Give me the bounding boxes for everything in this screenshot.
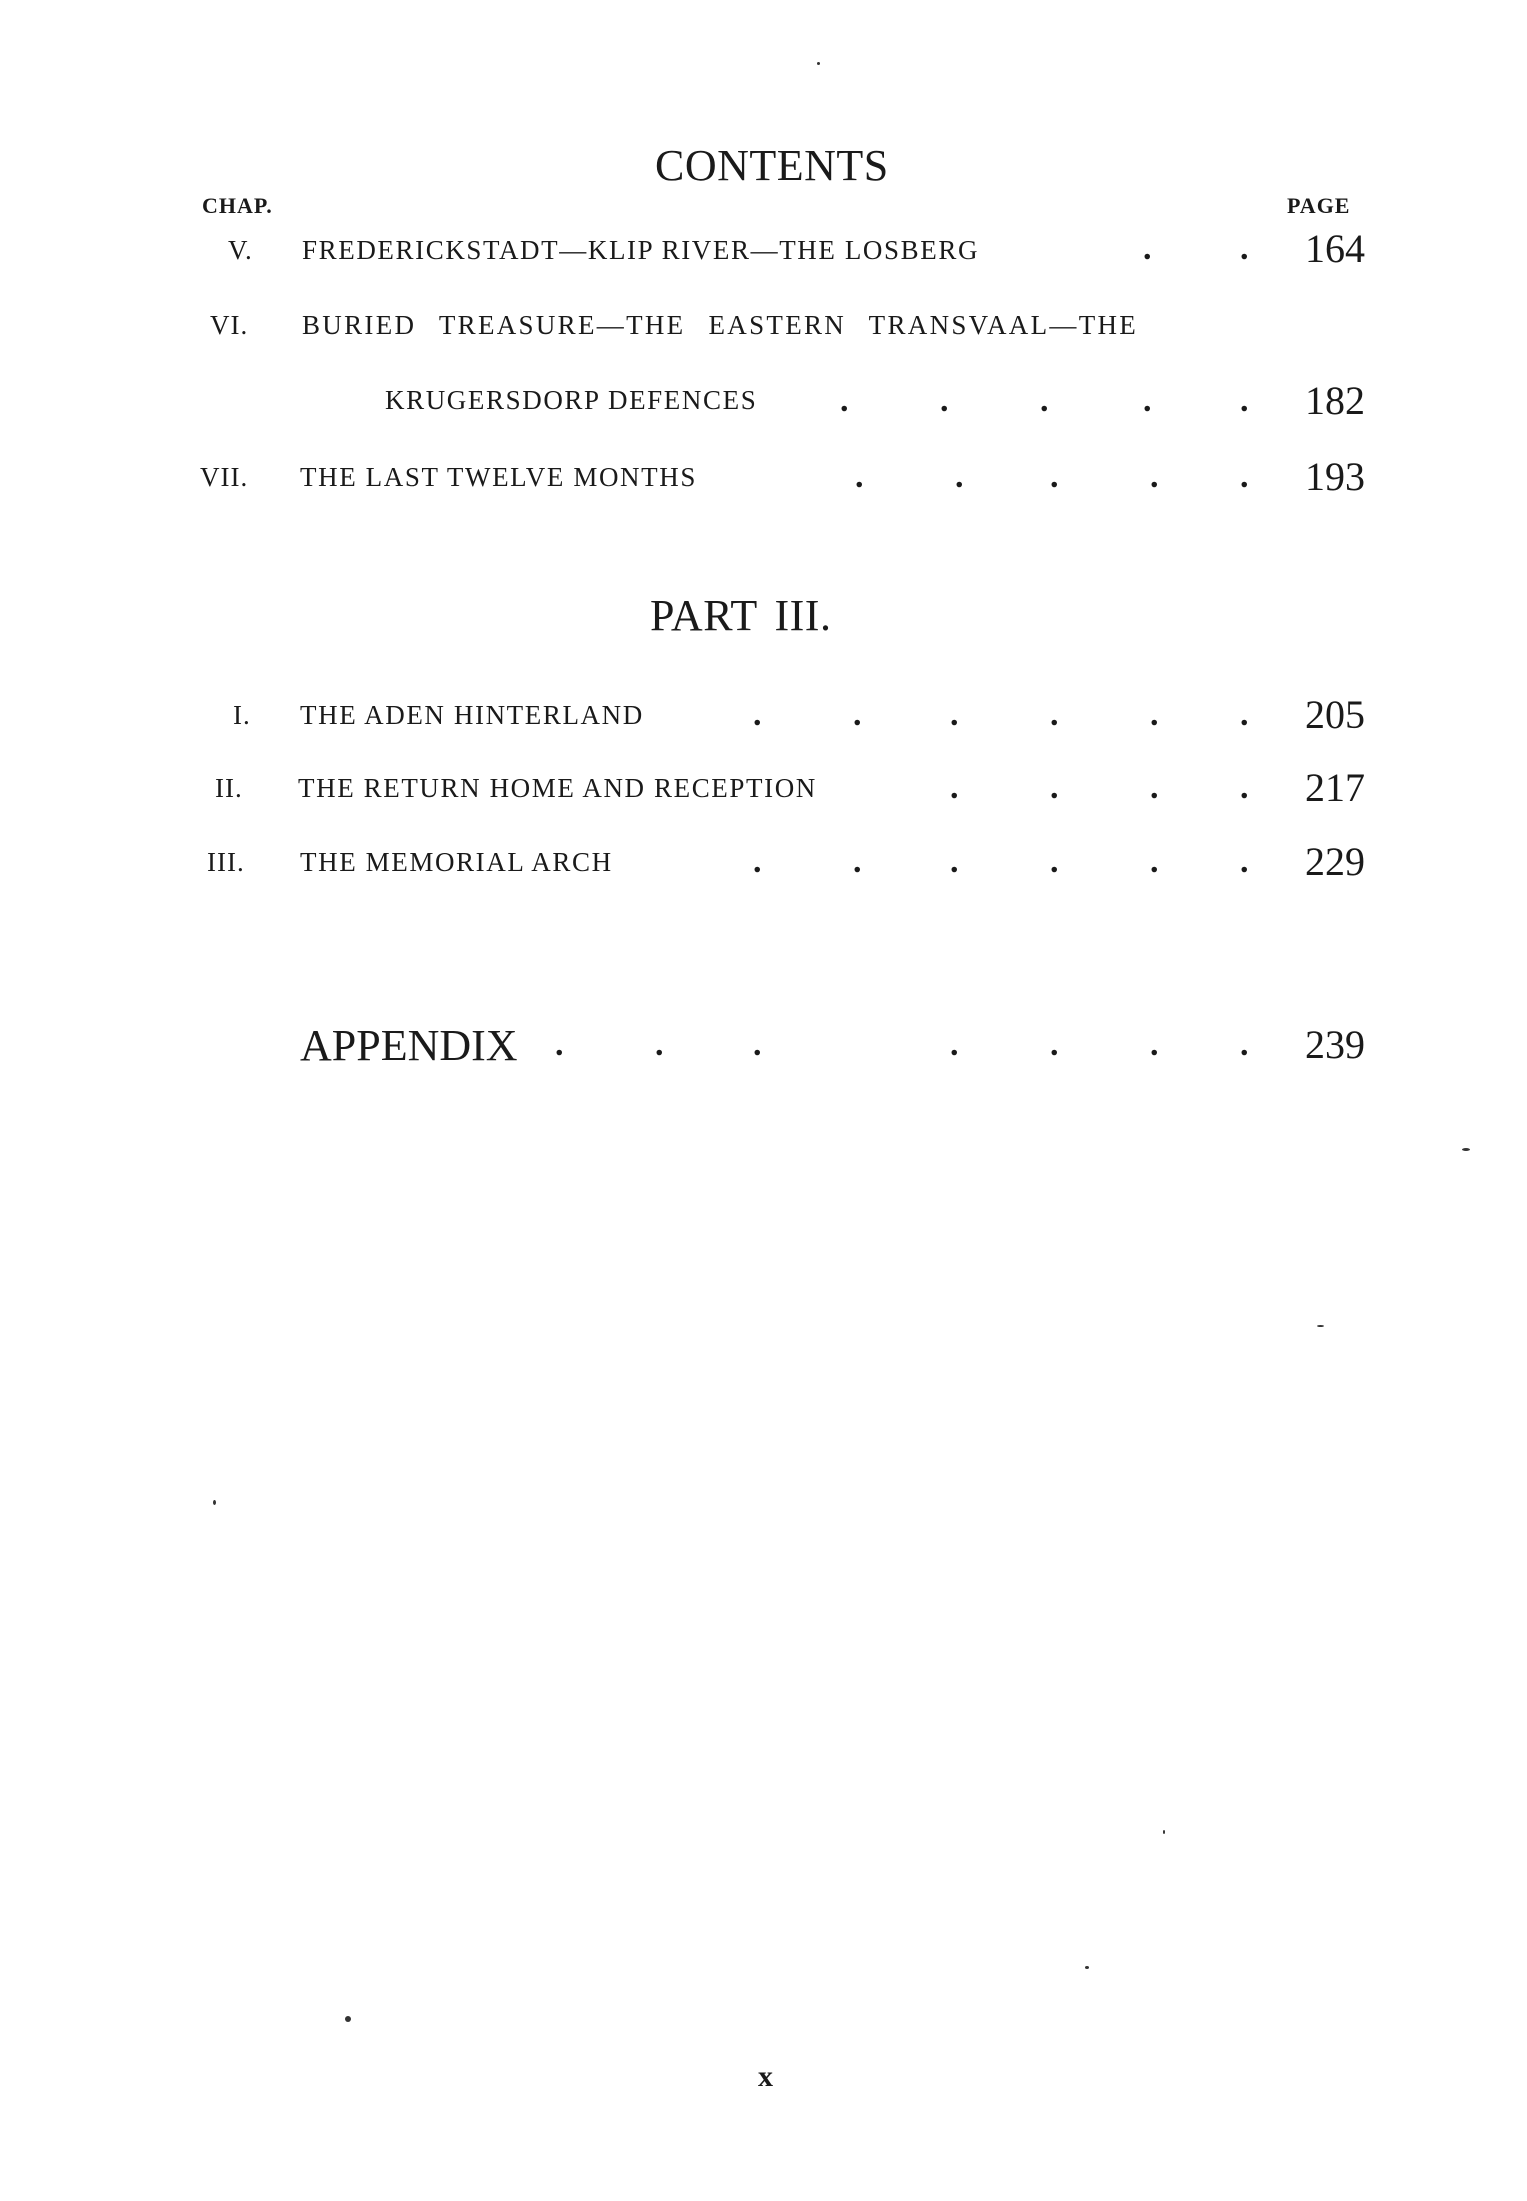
leader-dot: . <box>1150 1026 1159 1063</box>
leader-dot: . <box>853 843 862 880</box>
chap-column-label: CHAP. <box>202 193 273 218</box>
leader-dot: . <box>840 382 849 419</box>
part-heading: PART III. <box>650 591 832 640</box>
leader-dot: . <box>1050 843 1059 880</box>
folio: x <box>758 2060 773 2093</box>
leader-dot: . <box>753 843 762 880</box>
leader-dot: . <box>1050 696 1059 733</box>
leader-dot: . <box>853 696 862 733</box>
leader-dot: . <box>1240 769 1249 806</box>
page-number: 217 <box>1305 765 1365 810</box>
leader-dot: . <box>1240 458 1249 495</box>
leader-dot: . <box>1050 458 1059 495</box>
scan-speck <box>1163 1830 1165 1834</box>
leader-dot: . <box>955 458 964 495</box>
leader-dot: . <box>950 769 959 806</box>
leader-dot: . <box>1040 382 1049 419</box>
chapter-number: VII. <box>200 462 249 492</box>
chapter-number: III. <box>207 847 245 877</box>
scan-speck <box>1317 1325 1324 1327</box>
leader-dot: . <box>753 696 762 733</box>
page-number: 205 <box>1305 692 1365 737</box>
leader-dot: . <box>1240 230 1249 267</box>
leader-dot: . <box>1143 382 1152 419</box>
chapter-title: FREDERICKSTADT—KLIP RIVER—THE LOSBERG <box>302 235 980 265</box>
scan-speck <box>1462 1148 1470 1151</box>
leader-dot: . <box>1150 843 1159 880</box>
page-number: 239 <box>1305 1022 1365 1067</box>
scan-speck <box>213 1500 216 1505</box>
leader-dot: . <box>1150 458 1159 495</box>
chapter-title-line-2: KRUGERSDORP DEFENCES <box>385 385 758 415</box>
leader-dot: . <box>1240 1026 1249 1063</box>
leader-dot: . <box>1240 843 1249 880</box>
page-column-label: PAGE <box>1287 193 1351 218</box>
chapter-title: THE MEMORIAL ARCH <box>300 847 613 877</box>
leader-dot: . <box>950 696 959 733</box>
page-number: 229 <box>1305 839 1365 884</box>
page-number: 193 <box>1305 454 1365 499</box>
leader-dot: . <box>753 1026 762 1063</box>
contents-heading: CONTENTS <box>655 141 889 190</box>
leader-dot: . <box>940 382 949 419</box>
chapter-number: II. <box>215 773 243 803</box>
leader-dot: . <box>855 458 864 495</box>
scan-speck <box>817 62 820 65</box>
chapter-number: V. <box>228 235 253 265</box>
page-number: 182 <box>1305 378 1365 423</box>
leader-dot: . <box>950 843 959 880</box>
leader-dot: . <box>655 1026 664 1063</box>
leader-dot: . <box>555 1026 564 1063</box>
page-number: 164 <box>1305 226 1365 271</box>
leader-dot: . <box>1143 230 1152 267</box>
leader-dot: . <box>1050 1026 1059 1063</box>
leader-dot: . <box>1150 696 1159 733</box>
leader-dot: . <box>1240 696 1249 733</box>
leader-dot: . <box>1240 382 1249 419</box>
chapter-title-line-1: BURIED TREASURE—THE EASTERN TRANSVAAL—THE <box>302 310 1139 340</box>
appendix-label: APPENDIX <box>300 1021 518 1070</box>
leader-dot: . <box>1050 769 1059 806</box>
leader-dot: . <box>950 1026 959 1063</box>
leader-dot: . <box>1150 769 1159 806</box>
chapter-number: VI. <box>210 310 249 340</box>
scan-speck <box>345 2016 351 2022</box>
chapter-title: THE LAST TWELVE MONTHS <box>300 462 697 492</box>
scan-speck <box>1085 1966 1089 1969</box>
chapter-number: I. <box>233 700 251 730</box>
chapter-title: THE ADEN HINTERLAND <box>300 700 644 730</box>
chapter-title: THE RETURN HOME AND RECEPTION <box>298 773 817 803</box>
